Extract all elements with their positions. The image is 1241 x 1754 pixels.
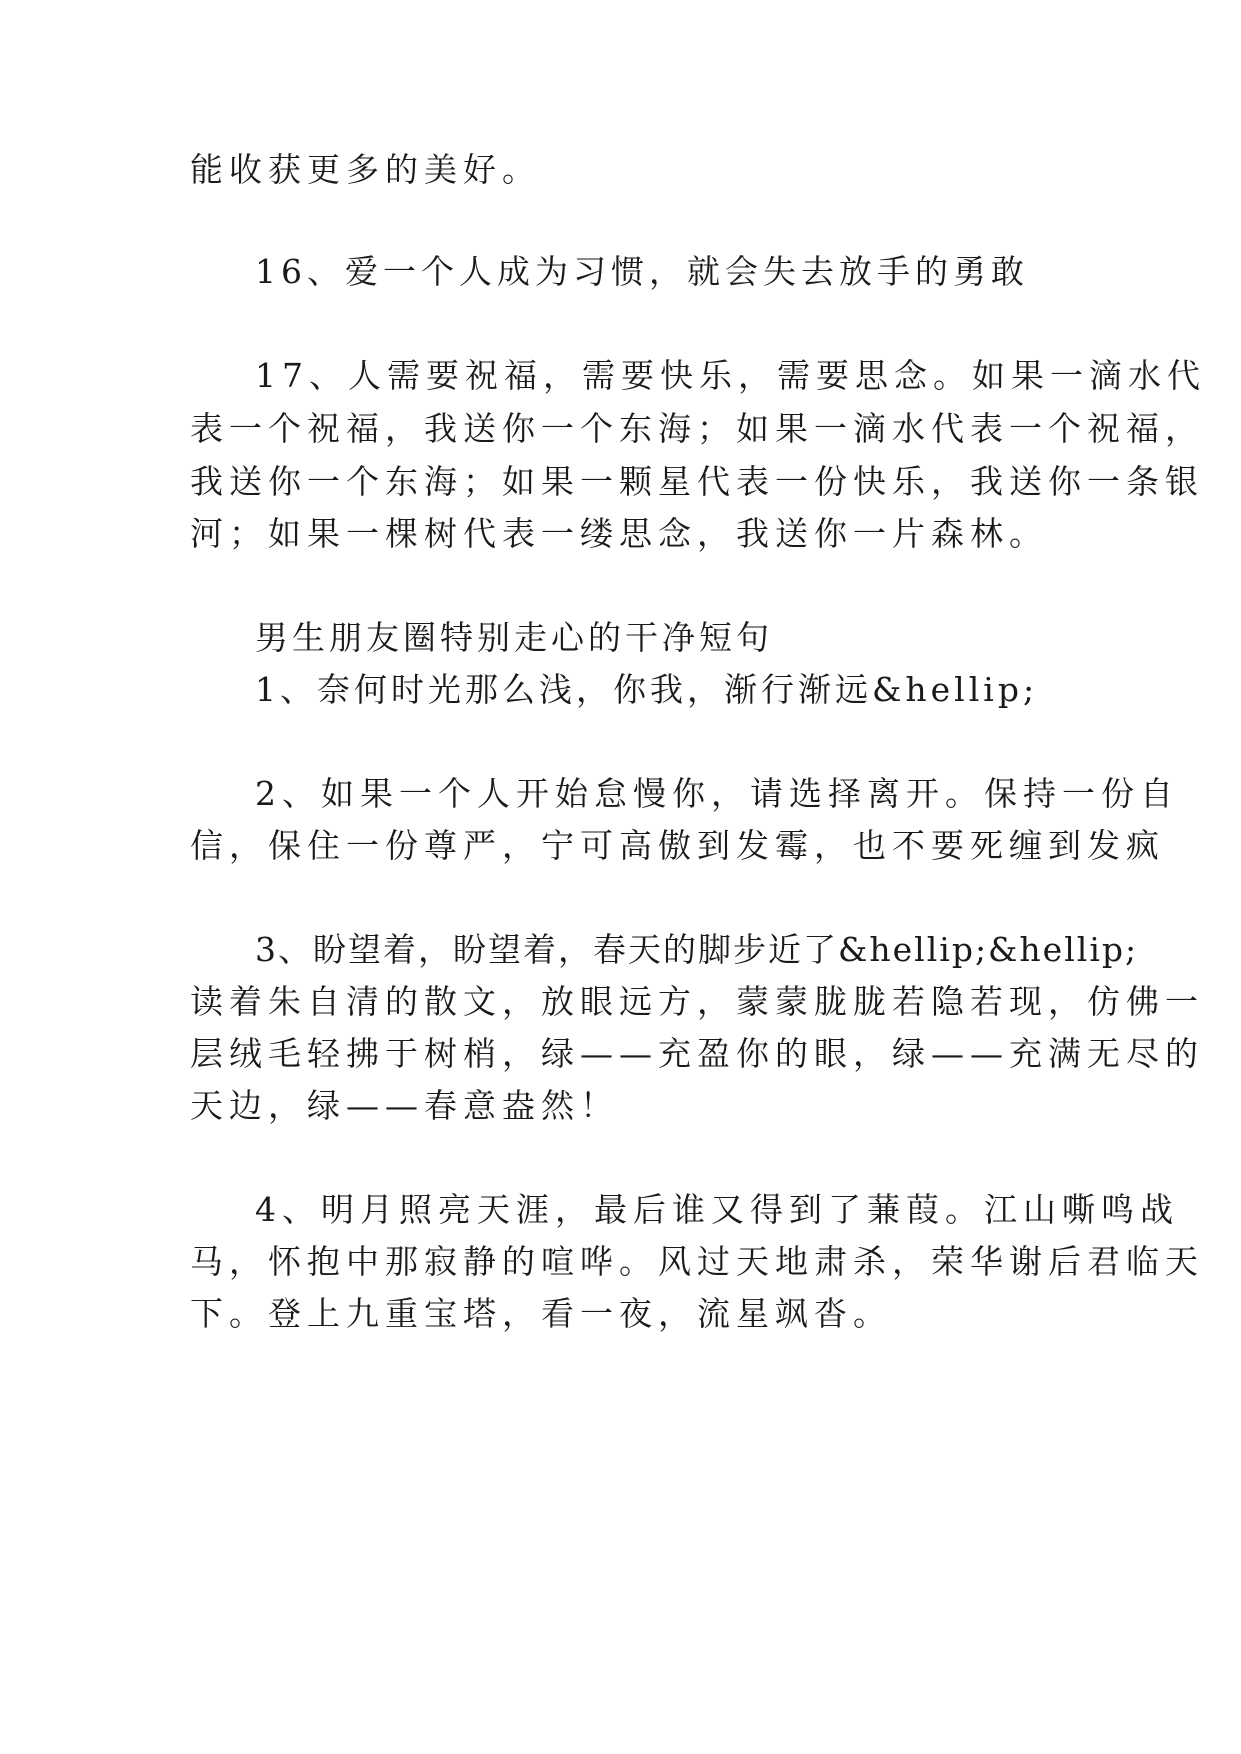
text-line: 层绒毛轻拂于树梢，绿——充盈你的眼，绿——充满无尽的 (190, 1034, 1204, 1073)
text-line: 1、奈何时光那么浅，你我，渐行渐远&hellip; (255, 670, 1039, 709)
text-line: 读着朱自清的散文，放眼远方，蒙蒙胧胧若隐若现，仿佛一 (190, 982, 1204, 1021)
text-line: 我送你一个东海；如果一颗星代表一份快乐，我送你一条银 (190, 462, 1204, 501)
text-line: 信，保住一份尊严，宁可高傲到发霉，也不要死缠到发疯 (190, 826, 1165, 865)
text-line: 16、爱一个人成为习惯，就会失去放手的勇敢 (255, 252, 1029, 291)
text-line: 下。登上九重宝塔，看一夜，流星飒沓。 (190, 1294, 892, 1333)
text-line: 表一个祝福，我送你一个东海；如果一滴水代表一个祝福， (190, 409, 1204, 448)
text-line: 17、人需要祝福，需要快乐，需要思念。如果一滴水代 (255, 356, 1206, 395)
text-line: 4、明月照亮天涯，最后谁又得到了蒹葭。江山嘶鸣战 (255, 1190, 1179, 1229)
text-line: 河；如果一棵树代表一缕思念，我送你一片森林。 (190, 514, 1048, 553)
text-line: 3、盼望着，盼望着，春天的脚步近了&hellip;&hellip; (255, 930, 1139, 969)
section-heading: 男生朋友圈特别走心的干净短句 (255, 618, 773, 657)
text-line: 能收获更多的美好。 (190, 150, 541, 189)
text-line: 天边，绿——春意盎然！ (190, 1086, 619, 1125)
text-line: 马，怀抱中那寂静的喧哗。风过天地肃杀，荣华谢后君临天 (190, 1242, 1204, 1281)
text-line: 2、如果一个人开始怠慢你，请选择离开。保持一份自 (255, 774, 1179, 813)
